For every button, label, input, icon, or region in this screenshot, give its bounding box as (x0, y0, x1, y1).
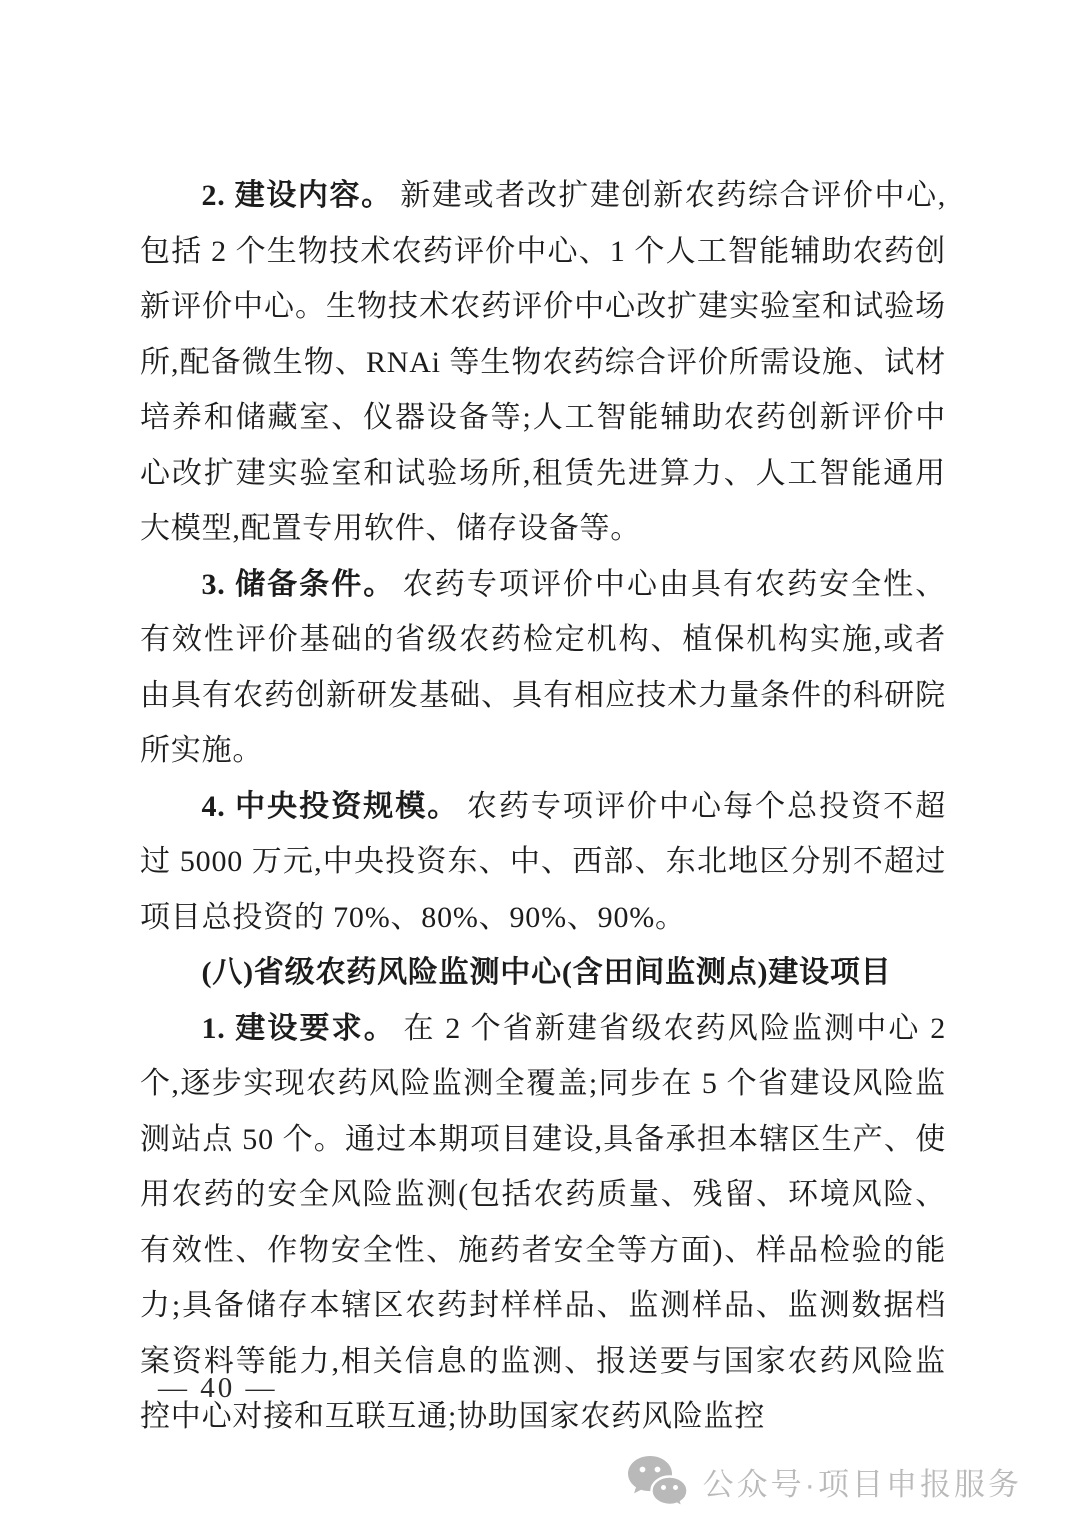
paragraph-lead-3: 3. 储备条件。 (201, 567, 396, 601)
footer-watermark (627, 1455, 1022, 1507)
paragraph-central-investment (140, 779, 946, 946)
paragraph-lead-4: 4. 中央投资规模。 (201, 789, 460, 823)
paragraph-text-1: 在 2 个省新建省级农药风险监测中心 2 个,逐步实现农药风险监测全覆盖;同步在 5 个省建设风险监测站点 50 个。通过本期项目建设,具备承担本辖区生产、使用农药的安全风险监测(包括农药质量、残留、环境风险、有效性、作物安全性、施药者安全等方面)、样品检验的能力;具备储存本辖区农药封样样品、监测样品、监测数据档案资料等能力,相关信息的监测、报送要与国家农药风险监控中心对接和互联互通;协助国家农药风险监控 (140, 1011, 947, 1433)
section-heading-8: (八)省级农药风险监测中心(含田间监测点)建设项目 (201, 956, 892, 989)
wechat-icon (627, 1455, 689, 1507)
page-number: — 40 — (158, 1372, 278, 1404)
paragraph-text-3: 农药专项评价中心由具有农药安全性、有效性评价基础的省级农药检定机构、植保机构实施,或者由具有农药创新研发基础、具有相应技术力量条件的科研院所实施。 (140, 567, 946, 767)
paragraph-reserve-conditions (140, 557, 946, 779)
paragraph-construction-content (140, 168, 946, 557)
paragraph-text-4: 农药专项评价中心每个总投资不超过 5000 万元,中央投资东、中、西部、东北地区分别不超过项目总投资的 70%、80%、90%、90%。 (140, 789, 947, 934)
watermark-text: 公众号·项目申报服务 (702, 1466, 1022, 1502)
paragraph-lead-1: 1. 建设要求。 (201, 1011, 396, 1045)
document-body (140, 168, 946, 1445)
paragraph-text-2: 新建或者改扩建创新农药综合评价中心,包括 2 个生物技术农药评价中心、1 个人工智能辅助农药创新评价中心。生物技术农药评价中心改扩建实验室和试验场所,配备微生物、RNAi 等生物农药综合评价所需设施、试材培养和储藏室、仪器设备等;人工智能辅助农药创新评价中心改扩建实验室和试验场所,租赁先进算力、人工智能通用大模型,配置专用软件、储存设备等。 (140, 179, 946, 545)
paragraph-lead-2: 2. 建设内容。 (201, 179, 393, 212)
